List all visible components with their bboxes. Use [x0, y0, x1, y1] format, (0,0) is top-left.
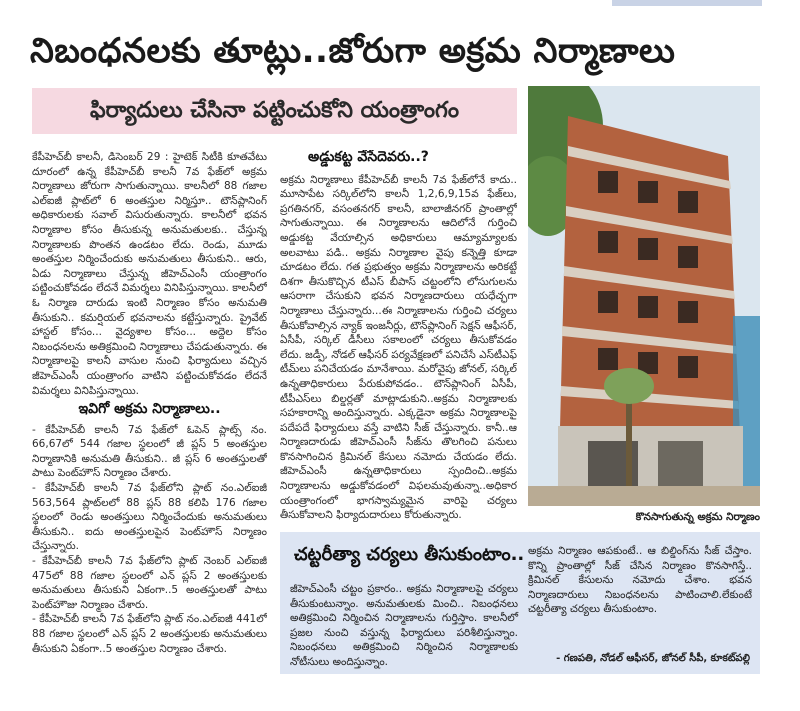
- headline: నిబంధనలకు తూట్లు..జోరుగా అక్రమ నిర్మాణాలు: [30, 31, 676, 71]
- article-column-middle: [280, 150, 517, 530]
- official-quote-box: [280, 532, 760, 674]
- list-item: - కేపీహెచ్‌బీ కాలనీ 7వ ఫేజ్‌లోని ప్లాట్ నం.ఎల్‌ఐజీ 441లో 88 గజాల స్థలంలో ఎన్ ప్లస్ 2 అంతస్తులకు అనుమతులు తీసుకుని ఏకంగా..5 అంతస్తుల నిర్మాణం చేశారు.: [32, 613, 267, 655]
- article-paragraph: కేపీహెచ్‌బీ కాలనీ, డిసెంబర్ 29 : హైటెక్ సిటీకి కూతవేటు దూరంలో ఉన్న కేపీహెచ్‌బీ కాలనీ 7వ ఫేజ్‌లో అక్రమ నిర్మాణాలు జోరుగా సాగుతున్నాయి. కాలనీలో 88 గజాల ఎల్‌ఐజీ ప్లాట్‌లో 6 అంతస్తుల నిర్మిస్తూ.. టౌన్‌ప్లానింగ్ అధికారులకు సవాల్ విసురుతున్నారు. కాలనీలో భవన నిర్మాణాల కోసం తీసుకున్న అనుమతులకు.. చేస్తున్న నిర్మాణాలకు పొంతన ఉండటం లేదు. రెండు, మూడు అంతస్తుల నిర్మించేందుకు అనుమతులు తీసుకుని.. ఆరు, ఏడు నిర్మాణాలు చేస్తున్న జీహెచ్‌ఎంసీ యంత్రాంగం పట్టించుకోవడం లేదనే విమర్శలు వినిపిస్తున్నాయి. కాలనీలో ఓ నిర్మాణ దారుడు ఇంటి నిర్మాణం కోసం అనుమతి తీసుకుని.. కమర్షియల్ భవనాలను కట్టేస్తున్నారు. ప్రైవేట్ హాస్టల్ కోసం... వైద్యశాల కోసం... అద్దెల కోసం నిబంధనలను అతిక్రమించి నిర్మాణాలు చేపడుతున్నారు. ఈ నిర్మాణాలపై కాలనీ వాసుల నుంచి ఫిర్యాదులు వచ్చిన జీహెచ్‌ఎంసీ యంత్రాంగం వాటిని పట్టించుకోవడం లేదనే విమర్శలు వినిపిస్తున్నాయి.: [32, 151, 267, 397]
- quote-text-right: అక్రమ నిర్మాణం ఆపకుంటే.. ఆ బిల్డింగ్‌ను సీజ్ చేస్తాం. కొన్ని ప్రాంతాల్లో సీజ్ చేసిన నిర్మాణం కొనసాగిస్తే.. క్రిమినల్ కేసులను నమోదు చేశాం. భవన నిర్మాణదారులు నిబంధనలను పాటించాలి.లేకుంటే చట్టరీత్యా చర్యలు తీసుకుంటాం.: [528, 545, 752, 616]
- article-paragraph: అక్రమ నిర్మాణాలు కేపీహెచ్‌బీ కాలనీ 7వ ఫేజ్‌లోనే కాదు.. మూసాపేట సర్కిల్‌లోని కాలనీ 1,2,6,9,15వ ఫేజ్‌లు, ప్రగతినగర్, వసంతనగర్ కాలనీ, బాలాజీనగర్ ప్రాంతాల్లో సాగుతున్నాయి. ఈ నిర్మాణాలను ఆదిలోనే గుర్తించి అడ్డుకట్ట వేయాల్సిన అధికారులు ఆమ్యామ్యాలకు అలవాటు పడి.. అక్రమ నిర్మాణాల వైపు కన్నెత్తి కూడా చూడటం లేదు. గత ప్రభుత్వం అక్రమ నిర్మాణాలను అరికట్టే దిశగా తీసుకొచ్చిన టీఎస్ బీపాస్ చట్టంలోని లోసుగులను ఆసరాగా చేసుకుని భవన నిర్మాణదారులు యధేచ్ఛగా నిర్మాణాలు చేస్తున్నారు...ఈ నిర్మాణాలను గుర్తించి చర్యలు తీసుకోవాల్సిన న్యాక్ ఇంజనీర్లు, టౌన్‌ప్లానింగ్ సెక్షన్ ఆఫీసర్, ఏసీపీ, సర్కిల్ డీసీలు సకాలంలో చర్యలు తీసుకోవడం లేదు. జడ్పీ, నోడల్ ఆఫీసర్ పర్యవేక్షణలో పనిచేసే ఎస్‌టీఎఫ్ టీమ్‌లు పనిచేయడం మానేశాయి. మరోవైపు జోనల్, సర్కిల్ ఉన్నతాధికారులు పేరుకుపోవడం.. టౌన్‌ప్లానింగ్ ఏసీపీ, టీపీఎస్‌లు బిల్డర్లతో మాట్లాడుకుని..అక్రమ నిర్మాణాలకు సహకారాన్ని అందిస్తున్నారు. ఎక్కడైనా అక్రమ నిర్మాణాలపై పదేపదే ఫిర్యాదులు వస్తే వాటిని సీజ్ చేస్తున్నారు. కానీ..ఆ నిర్మాణదారుడు జీహెచ్‌ఎంసీ సీజ్‌ను తొలగించి పనులు కొనసాగించిన క్రిమినల్ కేసులు నమోదు చేయడం లేదు. జీహెచ్‌ఎంసీ ఉన్నతాధికారులు స్పందించి..అక్రమ నిర్మాణాలను అడ్డుకోవడంలో విఫలమవుతున్నా..అధికార యంత్రాంగంలో భాగస్వామ్యమైన వారిపై చర్యలు తీసుకోవాలని ఫిర్యాదుదారులు కోరుతున్నారు.: [280, 173, 517, 522]
- photo-caption: కొనసాగుతున్న అక్రమ నిర్మాణం: [635, 511, 760, 523]
- list-item: - కేపీహెచ్‌బీ కాలనీ 7వ ఫేజ్‌లోని ప్లాట్ నెంబర్ ఎల్‌ఐజీ 475లో 88 గజాల స్థలంలో ఎన్ ప్లస్ 2 అంతస్తులకు అనుమతులు తీసుకుని ఏకంగా..5 అంతస్తులతో పాటు పెంట్‌హౌజు నిర్మాణం చేశారు.: [32, 555, 267, 611]
- quote-text-left: జీహెచ్‌ఎంసీ చట్టం ప్రకారం.. అక్రమ నిర్మాణాలపై చర్యలు తీసుకుంటున్నాం. అనుమతులకు మించి.. నిబంధనలు అతిక్రమించి నిర్మించిన నిర్మాణాలను గుర్తిస్తాం. కాలనీలో ప్రజల నుంచి వస్తున్న ఫిర్యాదులు పరిశీలిస్తున్నాం. నిబంధనలు అతిక్రమించి నిర్మించిన నిర్మాణాలకు నోటీసులు అందిస్తున్నాం.: [290, 583, 518, 668]
- list-item: - కేపీహెచ్‌బీ కాలనీ 7వ ఫేజ్‌లోని ప్లాట్ నం.ఎల్‌ఐజీ 563,564 ప్లాట్‌లలో 88 ప్లస్ 88 కలిపి 176 గజాల స్థలంలో రెండు అంతస్తులు నిర్మించేందుకు అనుమతులు తీసుకుని.. ఐదు అంతస్తులపైన పెంట్‌హౌస్ నిర్మాణం చేస్తున్నారు.: [32, 482, 267, 553]
- subheadline: ఫిర్యాదులు చేసినా పట్టించుకోని యంత్రాంగం: [32, 88, 517, 134]
- building-photo: [528, 86, 760, 506]
- list-item: - కేపీహెచ్‌బీ కాలనీ 7వ ఫేజ్‌లో ఓపెన్ ప్లాట్స్ నం. 66,67లో 544 గజాల స్థలంలో జీ ప్లస్ 5 అంతస్తుల నిర్మాణానికి అనుమతి తీసుకుని.. జీ ప్లస్ 6 అంతస్తులతో పాటు పెంట్‌హౌస్ నిర్మాణం చేశారు.: [32, 423, 267, 480]
- article-column-left: [32, 150, 267, 662]
- section-subtitle: ఇవిగో అక్రమ నిర్మాణాలు..: [78, 401, 221, 418]
- quote-signature: - గణపతి, నోడల్ ఆఫీసర్, జోనల్ సీపీ, కూకట్‌పల్లి: [556, 653, 750, 664]
- top-strip: [0, 0, 800, 10]
- masthead-ornament: [612, 0, 762, 6]
- section-subtitle: అడ్డుకట్ట వేసేదెవరు..?: [308, 150, 429, 165]
- building-illustration: [528, 86, 760, 506]
- quote-heading: చట్టరీత్యా చర్యలు తీసుకుంటాం..: [294, 544, 525, 565]
